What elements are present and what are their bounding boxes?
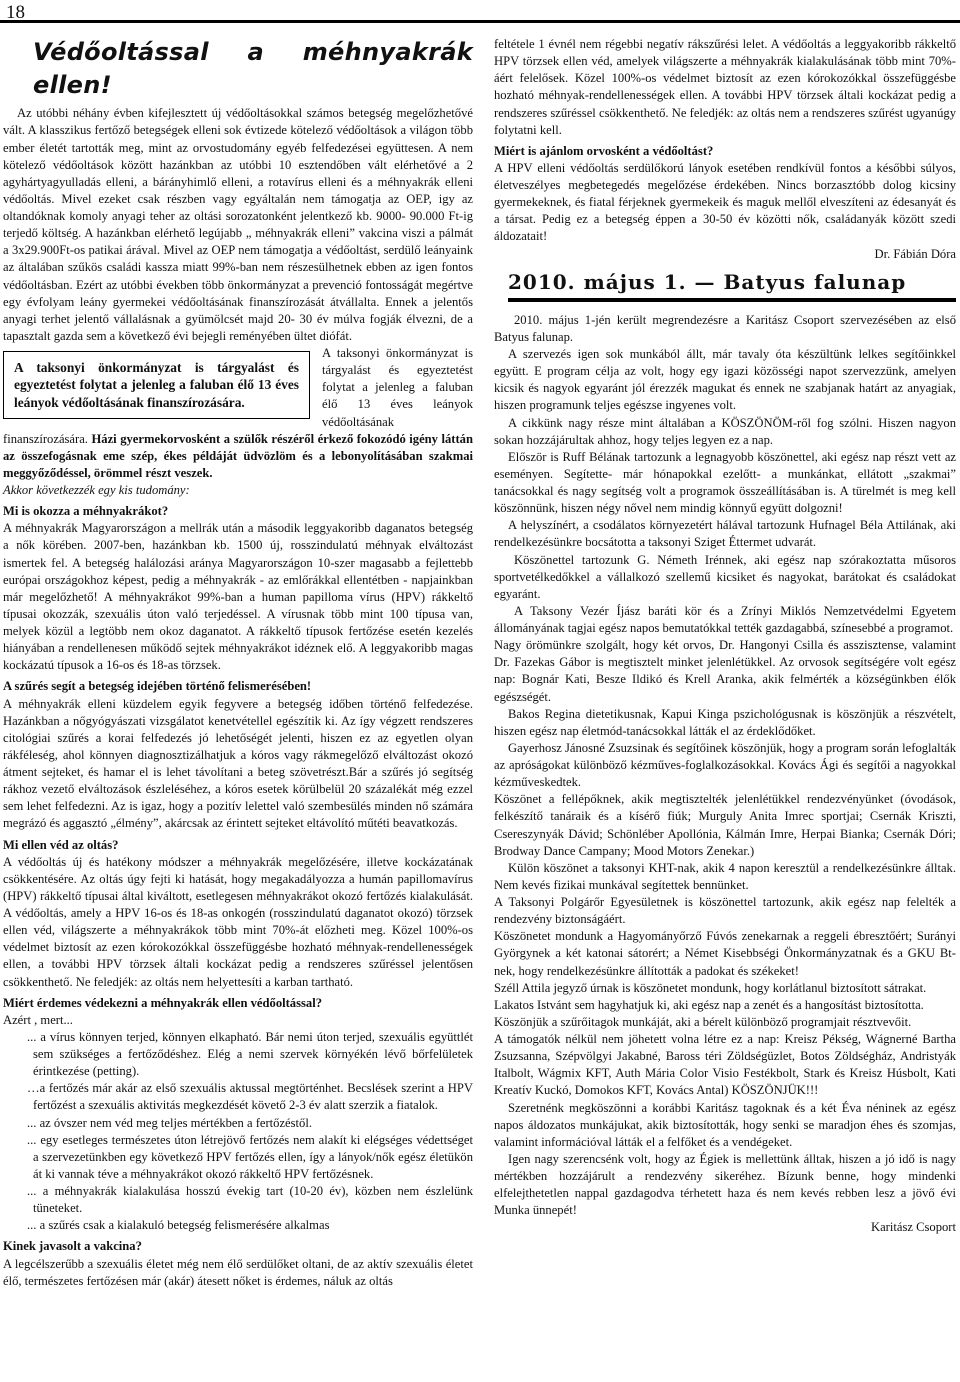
falunap-paragraph: A helyszínért, a csodálatos környezetért hálával tartozunk Hufnagel Béla Attilának, aki rendelkezésünkre bocsátotta a taksonyi Sziget Éttermet udvarát.	[494, 518, 956, 550]
falunap-paragraph: Gayerhosz Jánosné Zsuzsinak és segítőinek köszönjük, hogy a program során lefoglalták az apróságokat különböző kézműves-foglalkozásokkal. Kovács Ági és segítői a nagyokkal kézműveskedtek.	[494, 740, 957, 790]
falunap-paragraph: A támogatók nélkül nem jöhetett volna létre ez a nap: Kreisz Pékség, Wágnerné Bartha Zsuzsanna, Szépvölgyi Jakabné, Baross téri Zöldségüzlet, Botos Zöldségház, Andristyák Italbolt, Wágmix KFT, Auth Mária Color Visio Festékbolt, Stark és Kreisz Húsbolt, Kati Kreatív Kuckó, Domokos KFT, Kovács Antal) KÖSZÖNJÜK!!!	[494, 1032, 956, 1098]
author-signature: Dr. Fábián Dóra	[874, 246, 956, 261]
heading-cause: Mi is okozza a méhnyakrákot?	[3, 504, 169, 519]
intro-paragraph: Az utóbbi néhány évben kifejlesztett új védőoltásokkal számos betegség megelőzhetővé vált. A klasszikus fertőző betegségek elleni sok évtizede kötelező védőoltások a világon több ember életét tartották meg, mint az orvostudomány egyéb felfedezései együttesen. A nem kötelező védőoltások között hazánkban az utóbbi 10 esztendőben vált elérhetővé a 2 agyhártyagyulladás elleni, a bárányhimlő elleni, a rotavírus elleni és a méhnyakrák elleni védőoltás. Mivel ezeket csak részben vagy egyáltalán nem támogatja az OEP, igy az oltandóknak komoly anyagi teher az oltási sorozatonként jelentkező kb. 9000- 90.000 Ft-ig terjedő költség. A hazánkban elérhető legújabb „ méhnyakrák elleni” vakcina viszi a pálmát a 3x29.900Ft-os patikai árával. Mivel az OEP nem támogatja a védőoltást, serdülő leányaink az általában szűkös családi kassza miatt 99%-ban nem részesülhetnek ebben az igen fontos védőoltásban. Ezért az utóbbi években több önkormányzat a prevenció fontosságát megértve egy évfolyam leány gyermekei védőoltásának finanszírozását átvállalta. Ennek a jelentős anyagi terhet jelentő vállalásnak a gyümölcsét majd 20- 30 év múlva fogják élvezni, de a tapasztalt gazda sem a következő évi bejegli reményében ültet diófát.	[3, 106, 473, 343]
list-item: ... a vírus könnyen terjed, könnyen elkapható. Bár nemi úton terjed, szexuális együttlét sem szükséges a fertőződéshez. Elég a nemi szervek környékén lévő bőrfelületek érintkezése (petting).	[27, 1029, 473, 1079]
page-number: 18	[6, 2, 25, 23]
falunap-paragraph: A szervezés igen sok munkából állt, már tavaly óta készültünk lelkes segítőinkkel együtt. E program célja az volt, hogy egy igazi közösségi napot szervezzünk, amelyen kicsik és nagyok egyaránt jól érezzék magukat és ennek ne szabjanak határt az anyagiak, hiszen programunk teljes egészse ingyenes volt.	[494, 347, 956, 413]
falunap-paragraph: Széll Attila jegyző úrnak is köszönetet mondunk, hogy korlátlanul biztosított sátrakat.	[494, 980, 927, 995]
heading-recommended: Kinek javasolt a vakcina?	[3, 1239, 142, 1254]
falunap-paragraph: A Taksonyi Polgárőr Egyesületnek is köszönettel tartozunk, akik egész nap felelték a rendezvény biztonságáért.	[494, 895, 956, 927]
falunap-paragraph: A Taksony Vezér Íjász baráti kör és a Zrínyi Miklós Nemzetvédelmi Egyetem állományának tagjai egész napos bemutatókkal tették gazdagabbá, színesebbé a programot.	[494, 603, 956, 636]
continued-paragraph: feltétele 1 évnél nem régebbi negatív rákszűrési lelet. A védőoltás a leggyakoribb rákkeltő HPV törzsek ellen véd, amelyek világszerte a méhnyakrák kialakulásának több mint 70%-áért felelősek. Közel 100%-os védelmet biztosít az ezen kórokozókkal összefüggésbe hozható méhnyak-rendellenességek ellen. A további HPV törzsek általi kockázat pedig a rendszeres szűréssel csökkenthető. Ne feledjék: az oltás nem a rendszeres szűrést ugyanúgy folytatni kell.	[494, 37, 956, 137]
list-item: ... egy esetleges természetes úton létrejövő fertőzés nem alakít ki elégséges védettséget a szervezetünkben egy következő HPV fertőzés ellen, így a lányok/nők egész életükön át ki vannak téve a méhnyakrákot okozó rákkeltő HPV fertőzésnek.	[27, 1132, 473, 1181]
right-column	[494, 36, 956, 1237]
paragraph-recommended: A legcélszerűbb a szexuális életet még nem élő serdülőket oltani, de az aktív szexuális életet élő, természetes fertőzésen már (akár) átesett nőket is érdemes, náluk az oltás	[3, 1256, 473, 1288]
paragraph-screening: A méhnyakrák elleni küzdelem egyik fegyvere a betegség időben történő felfedezése. Hazánkban a nőgyógyászati vizsgálatot kenetvétellel egészítik ki. Az így végzett rendszeres citológiai szűrés a korai felfedezés jó lehetőségét jelenti, hiszen ez az egyetlen olyan rákféleség, ahol könnyen diagnosztizálhatjuk a kóros vagy rákmegelőző elváltozást okozó átment sejteket, és hamar el is lehet távolítani a beteg szövetrészt.Bár a szűrés jó segítség rákhoz vezető elváltozások észleléséhez, a kóros esetek körülbelül 20 százalékát még ezzel sem lehet felfedezni. Az is igaz, hogy a pozitív lelettel való szembesülés minden nő számára megrázó és aggasztó „élmény”, akárcsak az érintett sejteket eltávolító műtéti beavatkozás.	[3, 696, 473, 831]
heading-doctor: Miért is ajánlom orvosként a védőoltást?	[494, 143, 714, 158]
reasons-list	[3, 1029, 473, 1235]
falunap-paragraph: Lakatos Istvánt sem hagyhatjuk ki, aki egész nap a zenét és a hangosítást biztosította.	[494, 997, 924, 1012]
paragraph-municipality-text: A taksonyi önkormányzat is tárgyalást és egyeztetést folytat a jelenleg a faluban élő 13 éves leányok védőoltásának finanszírozására.	[3, 346, 473, 446]
list-item: ... az óvszer nem véd meg teljes mértékben a fertőzéstől.	[27, 1115, 312, 1130]
falunap-paragraph: Köszönettel tartozunk G. Németh Irénnek, aki egész nap szórakoztatta műsoros sportvetélkedőkkel a vállalkozó szellemű kicsiket és nagyokat, barátokat és családokat egyaránt.	[494, 552, 956, 601]
falunap-paragraph: 2010. május 1-jén került megrendezésre a Karitász Csoport szervezésében az első Batyus falunap.	[494, 312, 956, 344]
falunap-paragraph: Köszönet a fellépőknek, akik megtisztelték jelenlétükkel rendezvényünket (óvodások, felkészítő tanáraik és a kísérő fiúk; Murguly Anita Imrec sportjai; Csernák Kriszti, Csereszynyák Dávid; Schönléber Apollónia, Kálmán Imre, Herpai Bianka; Csernák Dóri; Brodway Dance Campany; Mood Motors Zenekar.)	[494, 792, 956, 858]
science-lead: Akkor következzék egy kis tudomány:	[3, 483, 190, 497]
article-title-vaccination: Védőoltással a méhnyakrák ellen!	[33, 38, 473, 99]
article-title-falunap: 2010. május 1. — Batyus falunap	[508, 269, 956, 302]
top-rule	[0, 20, 960, 23]
heading-protection: Mi ellen véd az oltás?	[3, 837, 119, 852]
list-item: ... a méhnyakrák kialakulása hosszú évekig tart (10-20 év), közben nem észlelünk tüneteket.	[27, 1184, 473, 1216]
falunap-paragraph: Szeretnénk megköszönni a korábbi Karitász tagoknak és a két Éva néninek az egész napos áldozatos munkájukat, akik biztosították, hogy senki se maradjon éhes és szomjas, valamint információval látták el a felfőket és a vendégeket.	[494, 1100, 956, 1149]
why-lead: Azért , mert...	[3, 1012, 73, 1027]
paragraph-cause: A méhnyakrák Magyarországon a mellrák után a második leggyakoribb daganatos betegség a nők körében. 2007-ben, hazánkban kb. 1500 új, rosszindulatú méhnyak elváltozást ismertek fel. A betegség halálozási aránya Magyarországon 10-szer magasabb a fejlettebb európai országokhoz képest, pedig a méhnyakrák - az emlőrákkal ellentétben - napjainkban már megelőzhető! A méhnyakrákot 99%-ban a human papilloma vírus (HPV) rákkeltő típusai okozzák, szexuális úton való terjedéssel. A vírusnak több mint 100 típusa van, melyek közül a legtöbb nem okoz daganatot. A rákkeltő típusok fertőzése esetén kezelés hiányában a rendellenesen működő sejtek méhnyakrákot idéznek elő. A leggyakoribb magas kockázatú típusok a 16-os és 18-as törzsek.	[3, 521, 473, 673]
paragraph-municipality-bold: Házi gyermekorvosként a szülők részéről érkező fokozódó igény láttán az összefogásnak eme szép, ékes példáját üdvözlöm és a lebonyolításában szakmai meggyőződéssel, örömmel részt veszek.	[3, 431, 473, 480]
heading-why: Miért érdemes védekezni a méhnyakrák ellen védőoltással?	[3, 995, 322, 1010]
list-item: …a fertőzés már akár az első szexuális aktussal megtörténhet. Becslések szerint a HPV fertőzést a szexuális aktivitás megkezdését követő 2-3 év alatt szerzik a fiatalok.	[27, 1081, 473, 1113]
heading-screening: A szűrés segít a betegség idejében történő felismerésében!	[3, 679, 312, 694]
falunap-paragraph: Először is Ruff Bélának tartozunk a legnagyobb köszönettel, aki egész nap részt vett az eseményen. Segítette- már hónapokkal ezelőtt- a munkánkat, ellátott „szakmai” tanácsokkal és nagy segítség volt a programok összeállításában is. A türelmét is meg kell köszönnünk, hiszen négy nővel nem mindig könnyű együtt dolgozni!	[494, 449, 956, 516]
falunap-paragraph: A cikkünk nagy része mint általában a KÖSZÖNÖM-ről fog szólni. Hiszen nagyon sokan hozzájárultak ahhoz, hogy teljes legyen ez a nap.	[494, 415, 956, 447]
falunap-paragraph: Nagy örömünkre szolgált, hogy két orvos, Dr. Hangonyi Csilla és asszisztense, valamint Dr. Fazekas Gábor is megtisztelt minket jelenlétükkel. Az orvosok segítségére volt egész nap: Bognár Kati, Besze Ildikó és Krell Aranka, akik felmérték a községünkben élők egészségét.	[494, 638, 956, 704]
list-item: ... a szűrés csak a kialakuló betegség felismerésére alkalmas	[27, 1218, 330, 1233]
falunap-paragraph: Bakos Regina dietetikusnak, Kapui Kinga pszichológusnak is köszönjük a részvételt, hiszen egész nap életmód-tanácsokkal látták el az érdeklődőket.	[494, 706, 956, 738]
paragraph-protection: A védőoltás új és hatékony módszer a méhnyakrák megelőzésére, illetve kockázatának csökkentésére. Az oltás úgy fejti ki hatását, hogy megakadályozza a humán papillomavírus (HPV) rákkeltő típusai által kiváltott, esetlegesen méhnyakrákot okozó fertőzés kialakulását. A védőoltás, amely a HPV 16-os és 18-as onkogén (rosszindulatú daganatot okozó) törzsek ellen véd, világszerte a méhnyakrákok több mint 70%-át előzheti meg. Közel 100%-os védelmet biztosít az ezen kórokozókkal összefüggésbe hozható méhnyak-rendellenességek ellen, a további HPV törzsek általi kockázat pedig a rendszeres szűréssel jelentősen csökkenthető. Ne feledjék: az oltás nem helyettesíti a karban tartható.	[3, 854, 473, 989]
falunap-paragraph: Igen nagy szerencsénk volt, hogy az Égiek is mellettünk álltak, hiszen a jó idő is nagy mértékben hozzájárult a rendezvény sikeréhez. Bízunk benne, hogy mindenki elfelejthetetlen nappal gazdagodva térhetett haza és nem kevés rebben lesz a jövő évi Munka ünnepét!	[494, 1151, 956, 1218]
highlight-box: A taksonyi önkormányzat is tárgyalást és egyeztetést folytat a jelenleg a faluban élő 13 éves leányok védőoltásának finanszírozására.	[3, 351, 310, 419]
falunap-paragraph: Köszönetet mondunk a Hagyományőrző Fúvós zenekarnak a reggeli ébresztőért; Surányi Györgynek a két katonai sátorért; a Német Kisebbségi Önkormányzatnak és a GKU Bt-nek, hogy rendelkezésünkre állították a padokat és székeket!	[494, 929, 956, 978]
group-signature: Karitász Csoport	[871, 1220, 956, 1235]
falunap-paragraph: Külön köszönet a taksonyi KHT-nak, akik 4 napon keresztül a rendelkezésünkre álltak. Nem kevés fizikai munkával segítettek bennünket.	[494, 860, 956, 892]
left-column	[3, 36, 473, 1290]
falunap-paragraph: Köszönjük a szűrőitagok munkáját, aki a bérelt különböző programjait résztvevőit.	[494, 1014, 912, 1029]
paragraph-doctor: A HPV elleni védőoltás serdülőkorú lányok esetében rendkívül fontos a későbbi súlyos, életveszélyes megbetegedés megelőzése érdekében. Nincs borzasztóbb dolog kicsiny gyermekeknek, és fiatal férjeknek gyermekeik és maguk mellől elveszíteni az édesanyát és a társat. Pedig ez a betegség éppen a 30-50 év közötti nők, családanyák között szedi áldozatait!	[494, 160, 956, 244]
